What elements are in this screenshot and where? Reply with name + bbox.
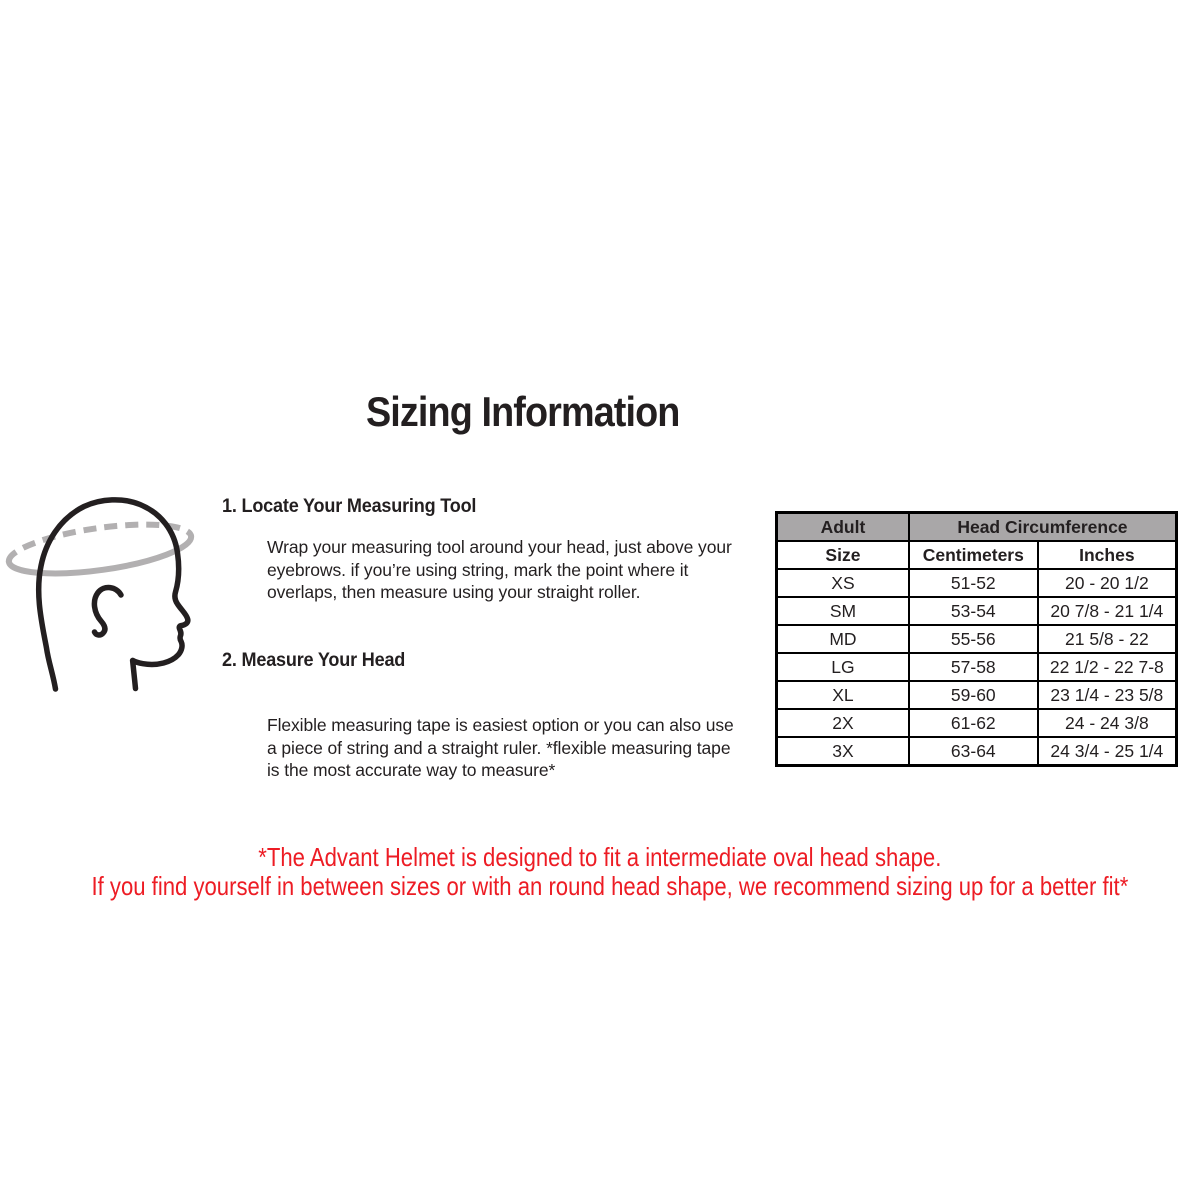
centimeters-cell: 61-62 <box>909 709 1038 737</box>
inches-column-header: Inches <box>1038 541 1177 569</box>
inches-cell: 21 5/8 - 22 <box>1038 625 1177 653</box>
inches-cell: 20 7/8 - 21 1/4 <box>1038 597 1177 625</box>
inches-cell: 24 - 24 3/8 <box>1038 709 1177 737</box>
step2-heading: 2. Measure Your Head <box>222 650 406 671</box>
inches-cell: 24 3/4 - 25 1/4 <box>1038 737 1177 766</box>
centimeters-cell: 63-64 <box>909 737 1038 766</box>
table-row <box>777 681 1177 709</box>
table-row <box>777 597 1177 625</box>
inches-cell: 23 1/4 - 23 5/8 <box>1038 681 1177 709</box>
centimeters-cell: 51-52 <box>909 569 1038 597</box>
fit-note-line1: *The Advant Helmet is designed to fit a intermediate oval head shape. <box>258 842 942 872</box>
adult-header-cell: Adult <box>777 513 909 542</box>
size-cell: MD <box>777 625 909 653</box>
centimeters-cell: 53-54 <box>909 597 1038 625</box>
table-row <box>777 653 1177 681</box>
head-circumference-header-cell: Head Circumference <box>909 513 1177 542</box>
step2-description: Flexible measuring tape is easiest option or you can also use a piece of string and a straight ruler. *flexible measuring tape is the most accurate way to measure* <box>267 715 734 780</box>
centimeters-cell: 55-56 <box>909 625 1038 653</box>
inches-cell: 22 1/2 - 22 7-8 <box>1038 653 1177 681</box>
centimeters-column-header: Centimeters <box>909 541 1038 569</box>
size-cell: 2X <box>777 709 909 737</box>
centimeters-cell: 59-60 <box>909 681 1038 709</box>
size-column-header: Size <box>777 541 909 569</box>
head-measurement-illustration <box>0 478 220 698</box>
table-row <box>777 569 1177 597</box>
page-title: Sizing Information <box>366 388 680 435</box>
fit-recommendation-note <box>0 843 1200 901</box>
size-cell: SM <box>777 597 909 625</box>
table-row <box>777 737 1177 766</box>
measuring-tape-solid-arc <box>9 536 194 582</box>
table-group-header-row <box>777 513 1177 542</box>
inches-cell: 20 - 20 1/2 <box>1038 569 1177 597</box>
table-row <box>777 709 1177 737</box>
ear-outline <box>94 588 121 635</box>
step1-heading: 1. Locate Your Measuring Tool <box>222 496 477 517</box>
table-column-header-row <box>777 541 1177 569</box>
step1-description: Wrap your measuring tool around your head, just above your eyebrows. if you’re using string, mark the point where it overlaps, then measure using your straight roller. <box>267 537 732 602</box>
centimeters-cell: 57-58 <box>909 653 1038 681</box>
size-cell: XL <box>777 681 909 709</box>
fit-note-line2: If you find yourself in between sizes or with an round head shape, we recommend sizing up for a better fit* <box>91 871 1129 901</box>
size-cell: LG <box>777 653 909 681</box>
size-cell: XS <box>777 569 909 597</box>
size-cell: 3X <box>777 737 909 766</box>
table-row <box>777 625 1177 653</box>
size-chart-table <box>775 511 1178 767</box>
